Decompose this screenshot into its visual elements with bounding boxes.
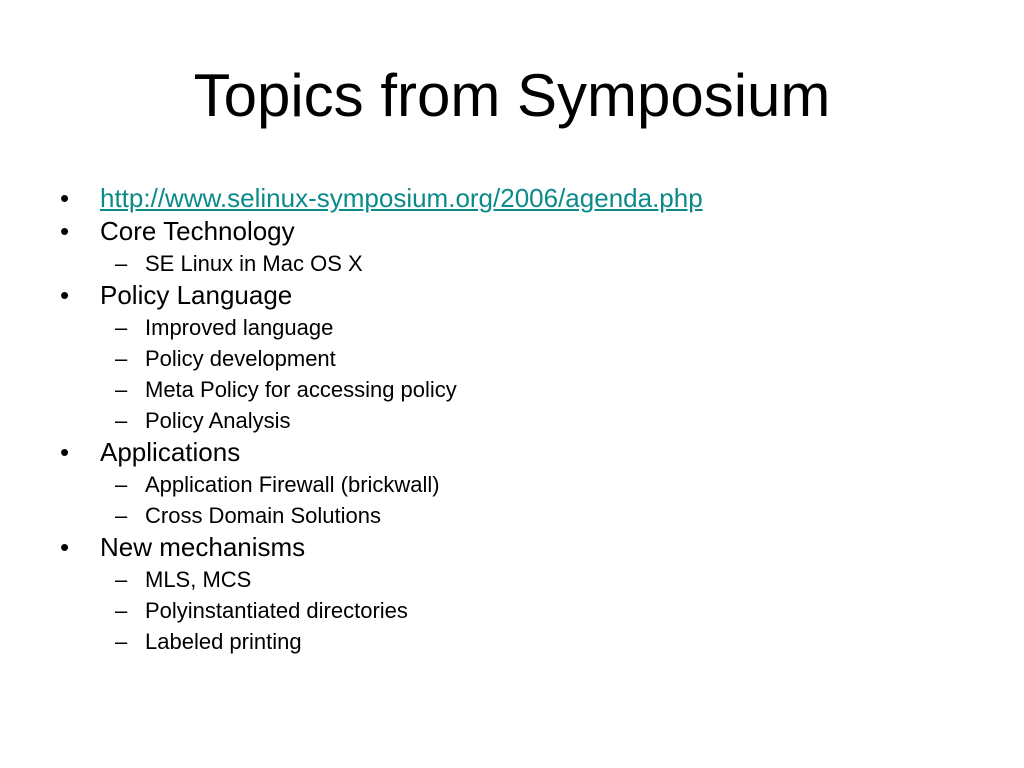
bullet-text: Core Technology	[100, 216, 295, 246]
agenda-link[interactable]: http://www.selinux-symposium.org/2006/agenda.php	[100, 183, 703, 213]
sub-item	[0, 405, 1024, 436]
bullet-item-policy-language	[0, 279, 1024, 312]
bullet-marker: •	[60, 183, 70, 213]
bullet-text: Applications	[100, 437, 241, 467]
sub-item-text: Meta Policy for accessing policy	[145, 377, 457, 402]
sub-item-text: Policy development	[145, 346, 336, 371]
bullet-text: New mechanisms	[100, 532, 306, 562]
bullet-item-new-mechanisms	[0, 531, 1024, 564]
dash-marker: –	[115, 598, 128, 623]
sub-item-text: Labeled printing	[145, 629, 302, 654]
sub-item-text: Application Firewall (brickwall)	[145, 472, 440, 497]
sub-item-text: Policy Analysis	[145, 408, 291, 433]
sub-item	[0, 626, 1024, 657]
bullet-marker: •	[60, 216, 70, 246]
sub-item-text: SE Linux in Mac OS X	[145, 251, 363, 276]
sub-item	[0, 595, 1024, 626]
dash-marker: –	[115, 567, 128, 592]
dash-marker: –	[115, 377, 128, 402]
sub-item	[0, 343, 1024, 374]
sub-item	[0, 564, 1024, 595]
sub-item-text: Cross Domain Solutions	[145, 503, 381, 528]
dash-marker: –	[115, 346, 128, 371]
sub-item	[0, 248, 1024, 279]
sub-item	[0, 469, 1024, 500]
bullet-marker: •	[60, 280, 70, 310]
bullet-item-agenda-link	[0, 182, 1024, 215]
dash-marker: –	[115, 315, 128, 340]
slide-title: Topics from Symposium	[193, 62, 831, 129]
dash-marker: –	[115, 472, 128, 497]
dash-marker: –	[115, 629, 128, 654]
bullet-item-core-technology	[0, 215, 1024, 248]
bullet-text: Policy Language	[100, 280, 293, 310]
bullet-list	[0, 182, 1024, 657]
dash-marker: –	[115, 251, 128, 276]
bullet-item-applications	[0, 436, 1024, 469]
bullet-marker: •	[60, 532, 70, 562]
sub-item	[0, 312, 1024, 343]
bullet-marker: •	[60, 437, 70, 467]
sub-item	[0, 500, 1024, 531]
sub-item-text: Polyinstantiated directories	[145, 598, 408, 623]
sub-item	[0, 374, 1024, 405]
dash-marker: –	[115, 408, 128, 433]
sub-item-text: MLS, MCS	[145, 567, 252, 592]
dash-marker: –	[115, 503, 128, 528]
sub-item-text: Improved language	[145, 315, 334, 340]
